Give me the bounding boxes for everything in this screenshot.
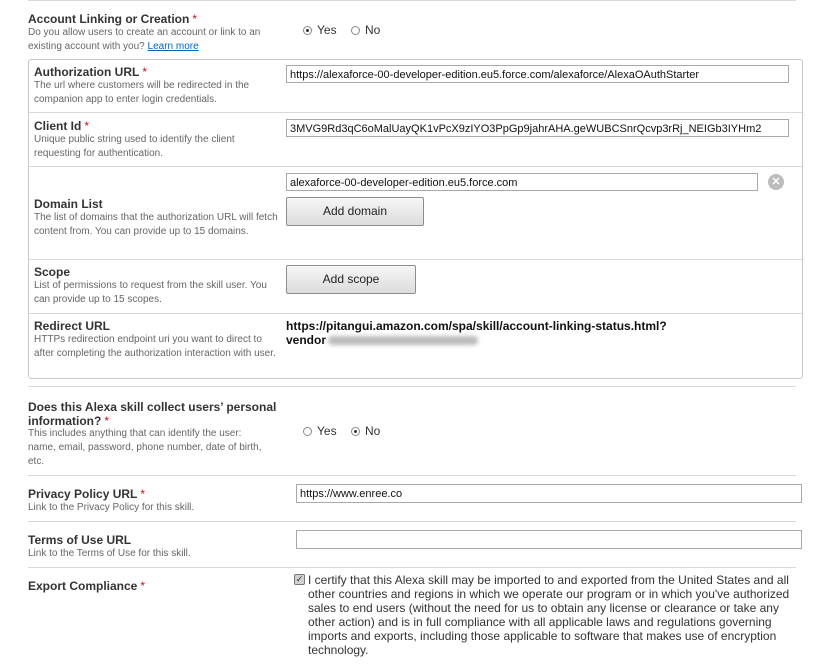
radio-selected-icon[interactable] (351, 427, 360, 436)
client-id-label-text: Client Id (34, 119, 82, 133)
personal-info-label-line2: information? (28, 414, 102, 428)
compliance-line: I certify that this Alexa skill may be imported to and exported from the United States and all (308, 573, 789, 587)
personal-info-label-line1: Does this Alexa skill collect users’ personal (28, 400, 277, 414)
learn-more-link[interactable]: Learn more (147, 41, 199, 52)
panel-divider (29, 112, 802, 113)
compliance-line: sales to end users (without the need for us to obtain any license or clearance or take any (308, 601, 779, 615)
section-divider (28, 386, 796, 387)
personal-info-no[interactable] (351, 424, 380, 438)
account-linking-yes[interactable] (303, 23, 337, 37)
section-divider (28, 567, 796, 568)
client-id-label (34, 119, 89, 133)
export-compliance-label (28, 579, 145, 593)
radio-label-no: No (365, 23, 381, 37)
required-marker: * (104, 414, 109, 428)
radio-label-yes: Yes (317, 23, 337, 37)
account-linking-no[interactable] (351, 23, 380, 37)
compliance-line: other action) and is in full compliance with all applicable laws and regulations governing (308, 615, 772, 629)
radio-label-yes: Yes (317, 424, 337, 438)
privacy-policy-label-text: Privacy Policy URL (28, 487, 138, 501)
compliance-line: technology. (308, 643, 369, 657)
personal-info-label (28, 400, 276, 428)
privacy-policy-label (28, 487, 145, 501)
clear-circle-icon[interactable]: ✕ (768, 174, 784, 190)
account-linking-label (28, 12, 197, 26)
terms-of-use-label: Terms of Use URL (28, 533, 132, 547)
radio-unselected-icon[interactable] (303, 427, 312, 436)
required-marker: * (192, 12, 198, 26)
required-marker: * (140, 579, 146, 593)
privacy-policy-help: Link to the Privacy Policy for this skill. (28, 502, 195, 513)
add-domain-button[interactable]: Add domain (286, 197, 424, 226)
authorization-url-label-text: Authorization URL (34, 65, 140, 79)
account-linking-label-text: Account Linking or Creation (28, 12, 190, 26)
export-compliance-label-text: Export Compliance (28, 579, 138, 593)
redirect-url-help: HTTPs redirection endpoint uri you want to direct to after completing the authorization interaction with user. (34, 334, 276, 359)
client-id-help: Unique public string used to identify the client requesting for authentication. (34, 134, 235, 159)
export-compliance-checkbox[interactable] (294, 574, 305, 585)
required-marker: * (140, 487, 146, 501)
authorization-url-label (34, 65, 147, 79)
export-compliance-text (308, 573, 808, 657)
domain-input[interactable]: alexaforce-00-developer-edition.eu5.force.com (286, 173, 758, 191)
scope-help: List of permissions to request from the skill user. You can provide up to 15 scopes. (34, 280, 267, 305)
authorization-url-help: The url where customers will be redirected in the companion app to enter login credentials. (34, 80, 250, 105)
domain-list-label: Domain List (34, 197, 103, 211)
top-divider (28, 0, 796, 1)
required-marker: * (84, 119, 90, 133)
panel-divider (29, 313, 802, 314)
checkmark-icon: ✓ (295, 574, 304, 584)
section-divider (28, 521, 796, 522)
section-divider (28, 475, 796, 476)
radio-label-no: No (365, 424, 381, 438)
terms-of-use-help: Link to the Terms of Use for this skill. (28, 548, 191, 559)
terms-of-use-input[interactable] (296, 530, 802, 549)
domain-list-help: The list of domains that the authorization URL will fetch content from. You can provide up to 15 domains. (34, 212, 278, 237)
account-linking-help (28, 26, 273, 54)
panel-divider (29, 259, 802, 260)
radio-selected-icon[interactable] (303, 26, 312, 35)
privacy-policy-input[interactable]: https://www.enree.co (296, 484, 802, 503)
redirect-url-vendor: vendor (286, 333, 327, 347)
add-scope-button[interactable]: Add scope (286, 265, 416, 294)
personal-info-yes[interactable] (303, 424, 337, 438)
compliance-line: imports and exports, including those applicable to software that makes use of encryption (308, 629, 777, 643)
client-id-input[interactable]: 3MVG9Rd3qC6oMalUayQK1vPcX9zIYO3PpGp9jahrAHA.geWUBCSnrQcvp3rRj_NEIGb3IYHm2 (286, 119, 789, 137)
redacted-vendor-id (328, 336, 478, 345)
redirect-url-value (286, 319, 667, 347)
redirect-url-line1: https://pitangui.amazon.com/spa/skill/account-linking-status.html? (286, 319, 667, 333)
scope-label: Scope (34, 265, 71, 279)
panel-divider (29, 166, 802, 167)
compliance-line: other countries and regions in which we operate our program or in which you've authorized (308, 587, 790, 601)
authorization-url-input[interactable]: https://alexaforce-00-developer-edition.eu5.force.com/alexaforce/AlexaOAuthStarter (286, 65, 789, 83)
redirect-url-line2 (286, 333, 667, 347)
required-marker: * (142, 65, 147, 79)
personal-info-help: This includes anything that can identify the user: name, email, password, phone number, date of birth, etc. (28, 428, 262, 467)
radio-unselected-icon[interactable] (351, 26, 360, 35)
redirect-url-label: Redirect URL (34, 319, 111, 333)
account-linking-help-text: Do you allow users to create an account or link to an existing account with you? (28, 27, 261, 52)
